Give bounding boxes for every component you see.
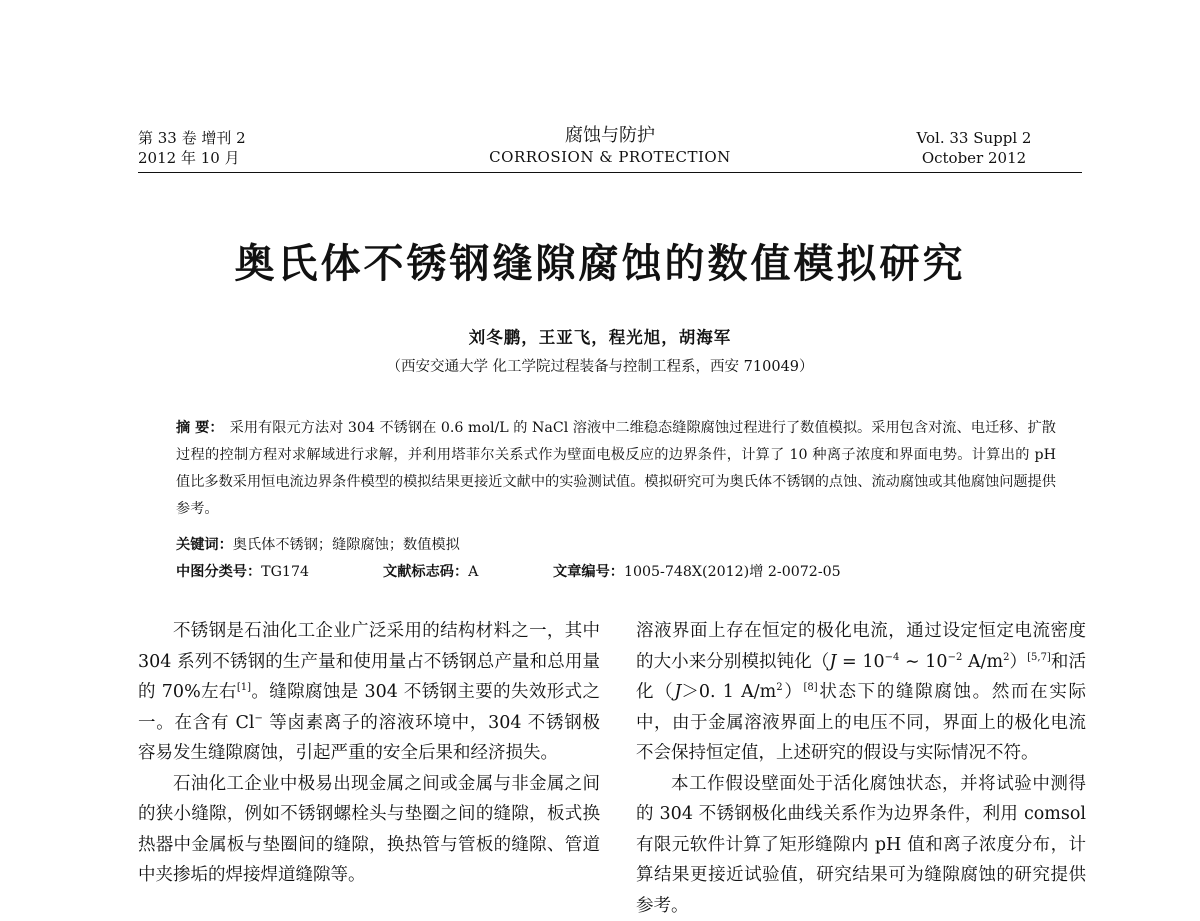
body-paragraph: 溶液界面上存在恒定的极化电流，通过设定恒定电流密度的大小来分别模拟钝化（$J = 10^{-4}$ ∼ $10^{-2}$ $A/m^2)[5,7]$和活化（J＞0. 1 $A/m^2)[8]$状态下的缝隙腐蚀。然而在实际中，由于金属溶液界面上的电压不同，界面上的极化电流不会保持恒定值，上述研究的假设与实际情况不符。 xyxy=(636,616,1086,769)
volume-issue: 第 33 卷 增刊 2 xyxy=(138,128,246,148)
body-column-left xyxy=(138,616,600,891)
issue-date: 2012 年 10 月 xyxy=(138,148,246,168)
header-rule xyxy=(138,172,1082,173)
exponent: 2 xyxy=(776,682,782,693)
body-paragraph: 本工作假设壁面处于活化腐蚀状态，并将试验中测得的 304 不锈钢极化曲线关系作为边界条件，利用 comsol 有限元软件计算了矩形缝隙内 pH 值和离子浓度分布，计算结果更接近试验值，研究结果可为缝隙腐蚀的研究提供参考。 xyxy=(636,769,1086,921)
journal-name xyxy=(440,125,780,167)
keywords xyxy=(176,534,460,556)
abstract-label: 摘 要： xyxy=(176,420,224,436)
keywords-text: 奥氏体不锈钢；缝隙腐蚀；数值模拟 xyxy=(233,537,460,553)
author-list: 刘冬鹏，王亚飞，程光旭，胡海军 xyxy=(0,327,1200,349)
issue-date-en: October 2012 xyxy=(900,148,1048,168)
clc-value: TG174 xyxy=(261,564,309,580)
clc-label: 中图分类号： xyxy=(176,564,261,580)
body-column-right xyxy=(636,616,1086,921)
superscript: − xyxy=(255,713,263,724)
article-value: 1005-748X(2012)增 2-0072-05 xyxy=(624,564,841,580)
article-label: 文章编号： xyxy=(553,564,624,580)
running-header-right xyxy=(900,128,1048,168)
paper-title: 奥氏体不锈钢缝隙腐蚀的数值模拟研究 xyxy=(0,236,1200,292)
exponent: −2 xyxy=(948,652,963,663)
citation-ref: [1] xyxy=(237,682,251,693)
running-header-left xyxy=(138,128,246,168)
current-density-symbol: J xyxy=(674,682,681,702)
keywords-label: 关键词： xyxy=(176,537,233,553)
volume-issue-en: Vol. 33 Suppl 2 xyxy=(900,128,1048,148)
body-paragraph: 石油化工企业中极易出现金属之间或金属与非金属之间的狭小缝隙，例如不锈钢螺栓头与垫圈之间的缝隙，板式换热器中金属板与垫圈间的缝隙，换热管与管板的缝隙、管道中夹掺垢的焊接焊道缝隙等。 xyxy=(138,769,600,891)
abstract xyxy=(176,415,1056,523)
journal-name-cn: 腐蚀与防护 xyxy=(440,125,780,147)
doc-value: A xyxy=(468,564,478,580)
body-paragraph: 不锈钢是石油化工企业广泛采用的结构材料之一，其中 304 系列不锈钢的生产量和使用量占不锈钢总产量和总用量的 70%左右[1]。缝隙腐蚀是 304 不锈钢主要的失效形式之一。在含有 Cl− 等卤素离子的溶液环境中，304 不锈钢极容易发生缝隙腐蚀，引起严重的安全后果和经济损失。 xyxy=(138,616,600,769)
article-number xyxy=(553,561,841,583)
current-density-symbol: J xyxy=(829,652,836,672)
abstract-text: 采用有限元方法对 304 不锈钢在 0.6 mol/L 的 NaCl 溶液中二维稳态缝隙腐蚀过程进行了数值模拟。采用包含对流、电迁移、扩散过程的控制方程对求解域进行求解，并利用塔菲尔关系式作为壁面电极反应的边界条件，计算了 10 种离子浓度和界面电势。计算出的 pH 值比多数采用恒电流边界条件模型的模拟结果更接近文献中的实验测试值。模拟研究可为奥氏体不锈钢的点蚀、流动腐蚀或其他腐蚀问题提供参考。 xyxy=(176,420,1056,517)
affiliation: （西安交通大学 化工学院过程装备与控制工程系，西安 710049） xyxy=(0,357,1200,377)
citation-ref: [5,7] xyxy=(1027,652,1051,663)
journal-name-en: CORROSION & PROTECTION xyxy=(440,147,780,167)
exponent: 2 xyxy=(1003,652,1009,663)
clc-number xyxy=(176,561,309,583)
doc-label: 文献标志码： xyxy=(383,564,468,580)
document-code xyxy=(383,561,478,583)
citation-ref: [8] xyxy=(804,682,818,693)
exponent: −4 xyxy=(885,652,900,663)
